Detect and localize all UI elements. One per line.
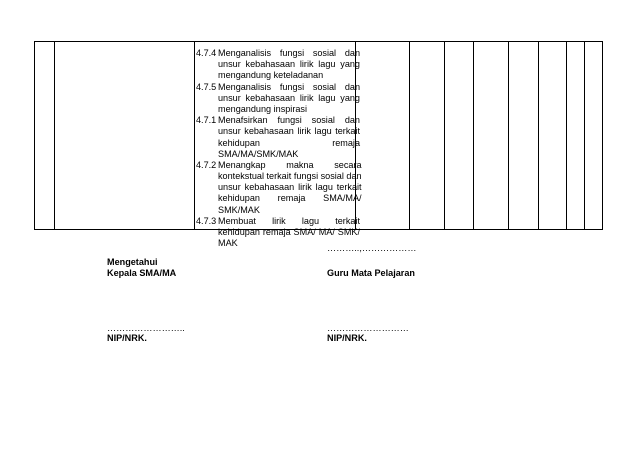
indicator-line: Menangkap makna secara [218,159,362,170]
indicator-line: kehidupan remaja SMA/ MA/ SMK/ [218,227,360,237]
teacher-nip: NIP/NRK. [327,333,367,343]
column-divider [508,42,509,229]
column-divider [566,42,567,229]
indicator-line: Menafsirkan fungsi sosial dan [218,115,360,126]
indicator-line: kontekstual terkait fungsi sosial dan [218,171,362,182]
competency-table [34,41,603,249]
principal-nip: NIP/NRK. [107,333,147,343]
indicator-line: mengandung keteladanan [218,70,324,81]
indicator-list [196,48,360,249]
acknowledge-label: Mengetahui [107,257,158,267]
indicator-line: unsur kebahasaan lirik lagu terkait [218,126,360,137]
teacher-title: Guru Mata Pelajaran [327,268,415,278]
indicator-line: unsur kebahasaan lirik lagu terkait [218,182,362,193]
indicator-number: 4.7.4 [196,48,217,58]
indicator-line: unsur kebahasaan lirik lagu yang [218,92,360,103]
indicator-line: Menganalisis fungsi sosial dan [218,48,360,58]
indicator-description [218,48,360,82]
indicator-description [218,115,360,160]
indicator-description [218,160,362,216]
indicator-line: kehidupan remaja SMA/MA/ [218,193,362,204]
indicator-line: MAK [218,238,238,249]
column-divider [54,42,55,229]
column-divider [584,42,585,229]
indicator-item [196,82,360,116]
indicator-line: unsur kebahasaan lirik lagu yang [218,59,360,70]
indicator-number: 4.7.3 [196,215,217,226]
indicator-number: 4.7.1 [196,115,217,126]
principal-title: Kepala SMA/MA [107,268,177,278]
indicator-number: 4.7.5 [196,81,217,92]
indicator-number: 4.7.2 [196,159,217,170]
indicator-item [196,160,360,216]
indicator-line: mengandung inspirasi [218,103,307,114]
column-divider [473,42,474,229]
indicator-description [218,82,360,116]
principal-signature-dots: …………………….. [107,323,185,333]
indicator-item [196,115,360,160]
indicator-line: SMA/MA/SMK/MAK [218,148,299,159]
teacher-signature-dots: ……………………… [327,323,409,333]
indicator-line: kehidupan remaja [218,137,360,148]
indicator-line: SMK/MAK [218,204,260,215]
indicator-line: Membuat lirik lagu terkait [218,215,360,226]
indicator-item [196,48,360,82]
column-divider [409,42,410,229]
column-divider [538,42,539,229]
indicator-line: Menganalisis fungsi sosial dan [218,81,360,92]
date-line: ………..,……………… [327,243,417,253]
column-divider [444,42,445,229]
column-divider [194,42,195,229]
